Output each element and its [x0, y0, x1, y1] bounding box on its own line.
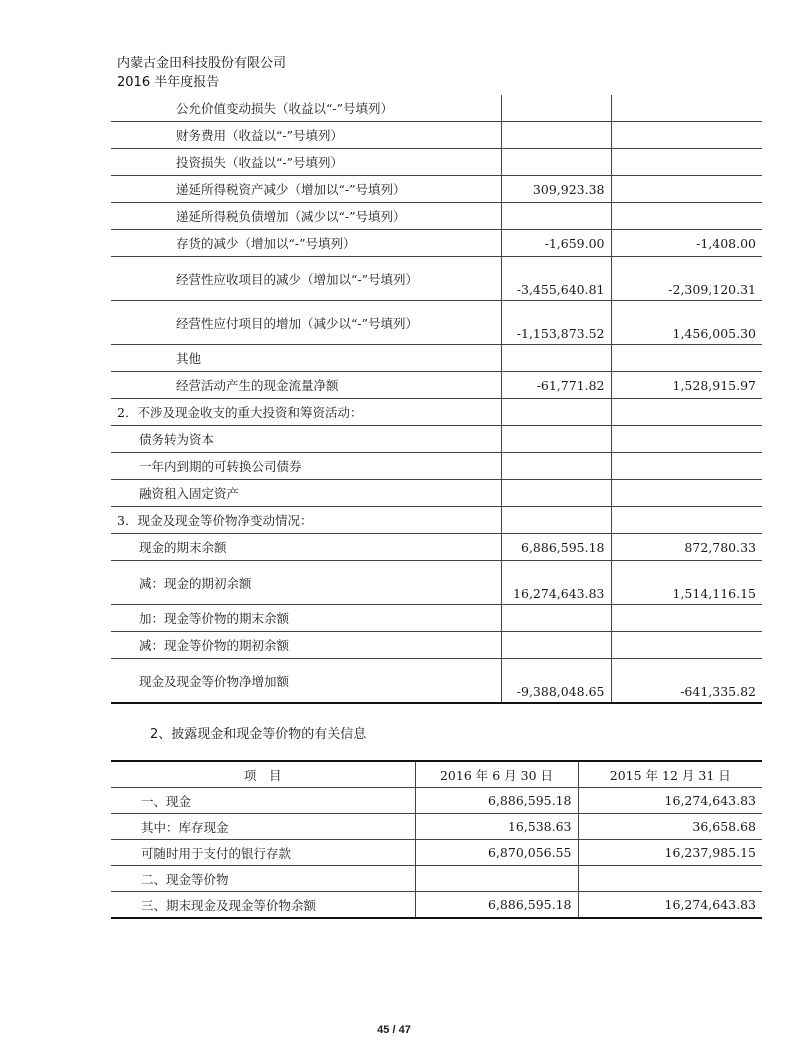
table-row: [111, 95, 762, 122]
table-row: [111, 345, 762, 372]
table-row: [111, 122, 762, 149]
table-row: [111, 301, 762, 345]
table-row: [111, 866, 762, 892]
current-period-value: [501, 453, 611, 480]
table-row: [111, 659, 762, 704]
value-2016: 16,538.63: [415, 814, 578, 840]
row-label: 其他: [111, 345, 501, 372]
current-period-value: [501, 632, 611, 659]
page-header: [117, 54, 286, 92]
current-period-value: -61,771.82: [501, 372, 611, 399]
prior-period-value: 1,528,915.97: [611, 372, 762, 399]
prior-period-value: -1,408.00: [611, 230, 762, 257]
value-2016: [415, 866, 578, 892]
current-period-value: 16,274,643.83: [501, 561, 611, 605]
prior-period-value: -641,335.82: [611, 659, 762, 704]
current-period-value: [501, 122, 611, 149]
table-row: [111, 507, 762, 534]
prior-period-value: [611, 203, 762, 230]
column-header-2015: 2015 年 12 月 31 日: [578, 761, 762, 788]
table-row: [111, 203, 762, 230]
prior-period-value: [611, 95, 762, 122]
page-number: 45 / 47: [377, 1024, 411, 1036]
table-row: [111, 257, 762, 301]
table-row: [111, 230, 762, 257]
table-row: [111, 176, 762, 203]
row-label: 加：现金等价物的期末余额: [111, 605, 501, 632]
value-2016: 6,870,056.55: [415, 840, 578, 866]
value-2016: 6,886,595.18: [415, 788, 578, 814]
row-label: 递延所得税负债增加（减少以“-”号填列）: [111, 203, 501, 230]
cash-flow-supplement-body: [111, 95, 762, 703]
current-period-value: [501, 480, 611, 507]
prior-period-value: [611, 176, 762, 203]
prior-period-value: [611, 122, 762, 149]
prior-period-value: [611, 399, 762, 426]
table-row: [111, 426, 762, 453]
cash-equivalents-table: [111, 760, 762, 919]
report-title: 2016 半年度报告: [117, 75, 220, 90]
row-label: 融资租入固定资产: [111, 480, 501, 507]
table-row: [111, 814, 762, 840]
prior-period-value: [611, 507, 762, 534]
table-row: [111, 788, 762, 814]
table-row: [111, 840, 762, 866]
row-label: 公允价值变动损失（收益以“-”号填列）: [111, 95, 501, 122]
current-period-value: [501, 605, 611, 632]
column-header-2016: 2016 年 6 月 30 日: [415, 761, 578, 788]
table-row: [111, 453, 762, 480]
row-label: 经营性应付项目的增加（减少以“-”号填列）: [111, 301, 501, 345]
row-label: 三、期末现金及现金等价物余额: [111, 892, 415, 919]
row-label: 经营性应收项目的减少（增加以“-”号填列）: [111, 257, 501, 301]
row-label: 2．不涉及现金收支的重大投资和筹资活动：: [111, 399, 501, 426]
table-header-row: [111, 761, 762, 788]
current-period-value: -3,455,640.81: [501, 257, 611, 301]
current-period-value: -1,153,873.52: [501, 301, 611, 345]
prior-period-value: [611, 632, 762, 659]
value-2015: 16,274,643.83: [578, 892, 762, 919]
prior-period-value: 1,514,116.15: [611, 561, 762, 605]
prior-period-value: 872,780.33: [611, 534, 762, 561]
row-label: 一年内到期的可转换公司债券: [111, 453, 501, 480]
current-period-value: 309,923.38: [501, 176, 611, 203]
prior-period-value: [611, 453, 762, 480]
prior-period-value: [611, 345, 762, 372]
cash-flow-supplement-table: [111, 95, 762, 704]
prior-period-value: [611, 605, 762, 632]
row-label: 3．现金及现金等价物净变动情况：: [111, 507, 501, 534]
current-period-value: [501, 507, 611, 534]
current-period-value: [501, 399, 611, 426]
current-period-value: [501, 149, 611, 176]
current-period-value: [501, 95, 611, 122]
table-row: [111, 605, 762, 632]
row-label: 现金及现金等价物净增加额: [111, 659, 501, 704]
current-period-value: [501, 203, 611, 230]
prior-period-value: [611, 149, 762, 176]
value-2015: 16,274,643.83: [578, 788, 762, 814]
table-row: [111, 892, 762, 919]
row-label: 债务转为资本: [111, 426, 501, 453]
table-row: [111, 632, 762, 659]
current-period-value: -9,388,048.65: [501, 659, 611, 704]
company-name: 内蒙古金田科技股份有限公司: [117, 56, 287, 71]
row-label: 经营活动产生的现金流量净额: [111, 372, 501, 399]
row-label: 一、现金: [111, 788, 415, 814]
table-row: [111, 372, 762, 399]
prior-period-value: [611, 426, 762, 453]
row-label: 投资损失（收益以“-”号填列）: [111, 149, 501, 176]
current-period-value: [501, 345, 611, 372]
current-period-value: -1,659.00: [501, 230, 611, 257]
row-label: 现金的期末余额: [111, 534, 501, 561]
value-2015: 36,658.68: [578, 814, 762, 840]
row-label: 财务费用（收益以“-”号填列）: [111, 122, 501, 149]
prior-period-value: [611, 480, 762, 507]
row-label: 二、现金等价物: [111, 866, 415, 892]
table-row: [111, 399, 762, 426]
row-label: 可随时用于支付的银行存款: [111, 840, 415, 866]
table-row: [111, 149, 762, 176]
value-2016: 6,886,595.18: [415, 892, 578, 919]
value-2015: [578, 866, 762, 892]
section-title: 2、披露现金和现金等价物的有关信息: [150, 727, 367, 742]
current-period-value: [501, 426, 611, 453]
cash-equivalents-body: [111, 788, 762, 919]
row-label: 存货的减少（增加以“-”号填列）: [111, 230, 501, 257]
prior-period-value: -2,309,120.31: [611, 257, 762, 301]
row-label: 递延所得税资产减少（增加以“-”号填列）: [111, 176, 501, 203]
table-row: [111, 534, 762, 561]
prior-period-value: 1,456,005.30: [611, 301, 762, 345]
row-label: 其中：库存现金: [111, 814, 415, 840]
table-row: [111, 480, 762, 507]
value-2015: 16,237,985.15: [578, 840, 762, 866]
row-label: 减：现金等价物的期初余额: [111, 632, 501, 659]
row-label: 减：现金的期初余额: [111, 561, 501, 605]
table-row: [111, 561, 762, 605]
column-header-item: 项 目: [111, 761, 415, 788]
current-period-value: 6,886,595.18: [501, 534, 611, 561]
